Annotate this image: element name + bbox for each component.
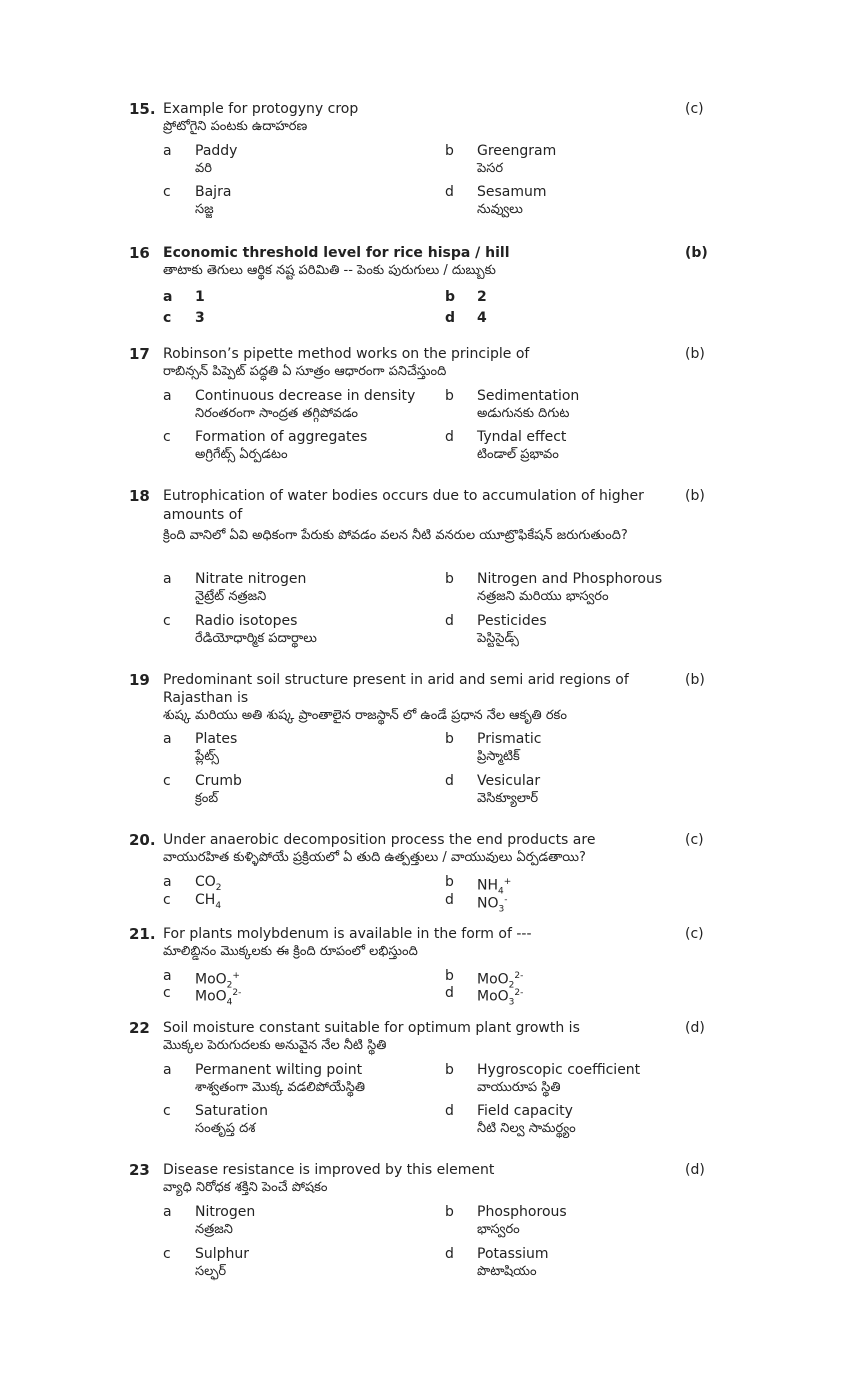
option-telugu: నత్రజని [195, 1222, 233, 1237]
question-number: 15. [129, 100, 156, 118]
question-text-telugu: క్రింది వానిలో ఏవి అధికంగా పేరుకు పోవడం వలన నీటి వనరుల యూట్రొఫికేషన్ జరుగుతుంది? [163, 528, 628, 543]
option-telugu: నిరంతరంగా సాంద్రత తగ్గిపోవడం [195, 406, 359, 421]
option-telugu: వరి [195, 161, 212, 176]
question-number: 22 [129, 1019, 150, 1037]
question-text-english: Eutrophication of water bodies occurs due to accumulation of higher amounts of [163, 488, 644, 523]
option-letter: d [445, 773, 454, 789]
option-english: Field capacity [477, 1103, 573, 1119]
formula-charge: 2- [514, 971, 524, 981]
option-english: Sedimentation [477, 388, 580, 404]
question-number: 17 [129, 345, 150, 363]
question-number: 23 [129, 1161, 150, 1179]
formula-charge: + [503, 877, 512, 887]
formula-base: MoO [195, 988, 227, 1005]
option-letter: a [163, 143, 172, 159]
question-text-english: Example for protogyny crop [163, 101, 359, 117]
option-telugu: టిండాల్ ప్రభావం [477, 447, 559, 462]
formula-subscript: 2 [508, 980, 515, 991]
option-letter: c [163, 1246, 171, 1262]
option-english: Sesamum [477, 184, 547, 200]
formula-subscript: 4 [215, 900, 222, 911]
answer-key: (d) [685, 1020, 705, 1036]
option-english: Formation of aggregates [195, 429, 368, 445]
answer-key: (b) [685, 672, 705, 688]
formula-subscript: 2 [215, 882, 222, 893]
option-telugu: అడుగునకు దిగుట [477, 406, 570, 421]
option-letter: d [445, 184, 454, 200]
option-telugu: నువ్వులు [477, 202, 523, 217]
option-letter: c [163, 310, 172, 326]
option-english: Crumb [195, 773, 242, 789]
option-telugu: సజ్జ [195, 202, 214, 217]
option-letter: b [445, 731, 454, 747]
option-letter: b [445, 874, 454, 890]
question-text-english: Predominant soil structure present in arid and semi arid regions of Rajasthan is [163, 672, 629, 706]
formula-base: CO [195, 874, 216, 890]
question-text [163, 1019, 663, 1055]
option-english: Nitrate nitrogen [195, 571, 307, 587]
option-letter: d [445, 429, 454, 445]
option-letter: b [445, 388, 454, 404]
question-text [163, 925, 663, 961]
formula-charge: + [232, 971, 240, 981]
question-text-telugu: మొక్కల పెరుగుదలకు అనువైన నేల నీటి స్థితి [163, 1038, 387, 1053]
option-letter: d [445, 613, 454, 629]
option-letter: d [445, 1103, 454, 1119]
option-letter: b [445, 968, 454, 984]
option-letter: a [163, 1204, 172, 1220]
option-telugu: రేడియోధార్మిక పదార్థాలు [195, 631, 317, 646]
option-telugu: పొటాషియం [477, 1264, 537, 1279]
option-english: Greengram [477, 143, 557, 159]
answer-key: (b) [685, 245, 708, 261]
question-text-telugu: వాయురహిత కుళ్ళిపోయే ప్రక్రియలో ఏ తుది ఉత్పత్తులు / వాయువులు ఏర్పడతాయి? [163, 850, 586, 865]
option-letter: a [163, 968, 172, 984]
question-number: 16 [129, 244, 150, 262]
option-english: 2 [477, 289, 487, 305]
formula-base: MoO [477, 988, 509, 1005]
question-number: 21. [129, 925, 156, 943]
formula-subscript: 2 [226, 980, 233, 991]
formula-charge: - [504, 895, 508, 905]
formula-charge: 2- [514, 988, 524, 998]
question-number: 18 [129, 487, 150, 505]
option-letter: c [163, 985, 171, 1001]
option-telugu: ప్రిస్మాటిక్ [477, 749, 520, 764]
option-letter: a [163, 388, 172, 404]
option-letter: b [445, 1204, 454, 1220]
option-letter: c [163, 613, 171, 629]
option-letter: a [163, 1062, 172, 1078]
question-text-english: Disease resistance is improved by this element [163, 1162, 495, 1178]
option-letter: b [445, 571, 454, 587]
option-english: Tyndal effect [477, 429, 567, 445]
option-english: Continuous decrease in density [195, 388, 416, 404]
option-letter: a [163, 874, 172, 890]
option-english: 1 [195, 289, 205, 305]
option-letter: c [163, 773, 171, 789]
option-english: Nitrogen [195, 1204, 256, 1220]
question-text-english: Robinson’s pipette method works on the principle of [163, 346, 530, 362]
option-english: Plates [195, 731, 238, 747]
option-telugu: ప్లేట్స్ [195, 749, 219, 764]
answer-key: (b) [685, 346, 705, 362]
formula-subscript: 3 [508, 997, 515, 1008]
question-text [163, 1161, 663, 1197]
option-english: Bajra [195, 184, 232, 200]
answer-key: (c) [685, 832, 704, 848]
option-english: Sulphur [195, 1246, 250, 1262]
option-english: Saturation [195, 1103, 268, 1119]
option-letter: c [163, 892, 171, 908]
option-letter: b [445, 143, 454, 159]
answer-key: (c) [685, 926, 704, 942]
option-english: Pesticides [477, 613, 547, 629]
option-english: Vesicular [477, 773, 541, 789]
option-english: 4 [477, 310, 487, 326]
question-text [163, 244, 663, 280]
option-telugu: భాస్వరం [477, 1222, 520, 1237]
option-english: Permanent wilting point [195, 1062, 363, 1078]
option-telugu: నీటి నిల్వ సామర్థ్యం [477, 1121, 576, 1136]
answer-key: (c) [685, 101, 704, 117]
formula-subscript: 4 [226, 997, 233, 1008]
option-english: Phosphorous [477, 1204, 567, 1220]
formula-subscript: 3 [498, 904, 505, 915]
option-telugu: పెస్టిసైడ్స్ [477, 631, 519, 646]
formula-base: MoO [195, 971, 227, 988]
question-text-telugu: శుష్క మరియు అతి శుష్క ప్రాంతాలైన రాజస్థాన్ లో ఉండే ప్రధాన నేల ఆకృతి రకం [163, 708, 567, 723]
question-text [163, 831, 673, 867]
formula-base: NH [477, 877, 498, 894]
option-letter: d [445, 1246, 454, 1262]
formula-base: MoO [477, 971, 509, 988]
formula-base: NO [477, 895, 499, 912]
question-number: 20. [129, 831, 156, 849]
question-text [163, 345, 663, 381]
answer-key: (d) [685, 1162, 705, 1178]
option-telugu: పెసర [477, 161, 504, 176]
option-english: Paddy [195, 143, 238, 159]
option-english: Potassium [477, 1246, 549, 1262]
question-text-english: Soil moisture constant suitable for optimum plant growth is [163, 1020, 580, 1036]
question-text-telugu: రాబిన్సన్ పిప్పెట్ పద్ధతి ఏ సూత్రం ఆధారంగా పనిచేస్తుంది [163, 364, 447, 379]
option-letter: d [445, 985, 454, 1001]
option-letter: c [163, 429, 171, 445]
option-english: Nitrogen and Phosphorous [477, 571, 663, 587]
option-english: 3 [195, 310, 205, 326]
option-telugu: క్రంబ్ [195, 791, 219, 806]
option-letter: c [163, 184, 171, 200]
option-letter: a [163, 289, 173, 305]
question-text-english: Economic threshold level for rice hispa / hill [163, 245, 510, 261]
option-letter: b [445, 289, 456, 305]
option-telugu: వాయురూప స్థితి [477, 1080, 561, 1095]
option-telugu: వెసిక్యూలార్ [477, 791, 539, 806]
option-telugu: అగ్రిగేట్స్ ఏర్పడటం [195, 447, 288, 462]
question-text-english: For plants molybdenum is available in the form of --- [163, 926, 532, 942]
option-letter: d [445, 892, 454, 908]
option-english: Prismatic [477, 731, 542, 747]
option-telugu: సల్ఫర్ [195, 1264, 227, 1279]
option-telugu: నత్రజని మరియు భాస్వరం [477, 589, 609, 604]
formula-subscript: 4 [498, 886, 504, 897]
question-text-telugu: తాటాకు తెగులు ఆర్థిక నష్ట పరిమితి -- పెంకు పురుగులు / దుబ్బుకు [163, 263, 496, 278]
option-letter: b [445, 1062, 454, 1078]
question-text [163, 671, 663, 725]
option-telugu: శాశ్వతంగా మొక్క వడలిపోయేస్థితి [195, 1080, 366, 1095]
formula-base: CH [195, 892, 216, 908]
option-letter: d [445, 310, 456, 326]
answer-key: (b) [685, 488, 705, 504]
question-text [163, 100, 663, 136]
option-letter: c [163, 1103, 171, 1119]
question-text-telugu: మాలిబ్డినం మొక్కలకు ఈ క్రింది రూపంలో లభిస్తుంది [163, 944, 418, 959]
option-letter: a [163, 571, 172, 587]
option-telugu: సంతృప్త దశ [195, 1121, 256, 1136]
question-number: 19 [129, 671, 150, 689]
question-text [163, 487, 663, 547]
option-letter: a [163, 731, 172, 747]
question-text-telugu: ప్రోటోగైని పంటకు ఉదాహరణ [163, 119, 308, 134]
formula-charge: 2- [232, 988, 242, 998]
option-telugu: నైట్రేట్ నత్రజని [195, 589, 267, 604]
question-text-english: Under anaerobic decomposition process the end products are [163, 832, 596, 848]
option-english: Hygroscopic coefficient [477, 1062, 641, 1078]
question-text-telugu: వ్యాధి నిరోధక శక్తిని పెంచే పోషకం [163, 1180, 328, 1195]
option-english: Radio isotopes [195, 613, 298, 629]
